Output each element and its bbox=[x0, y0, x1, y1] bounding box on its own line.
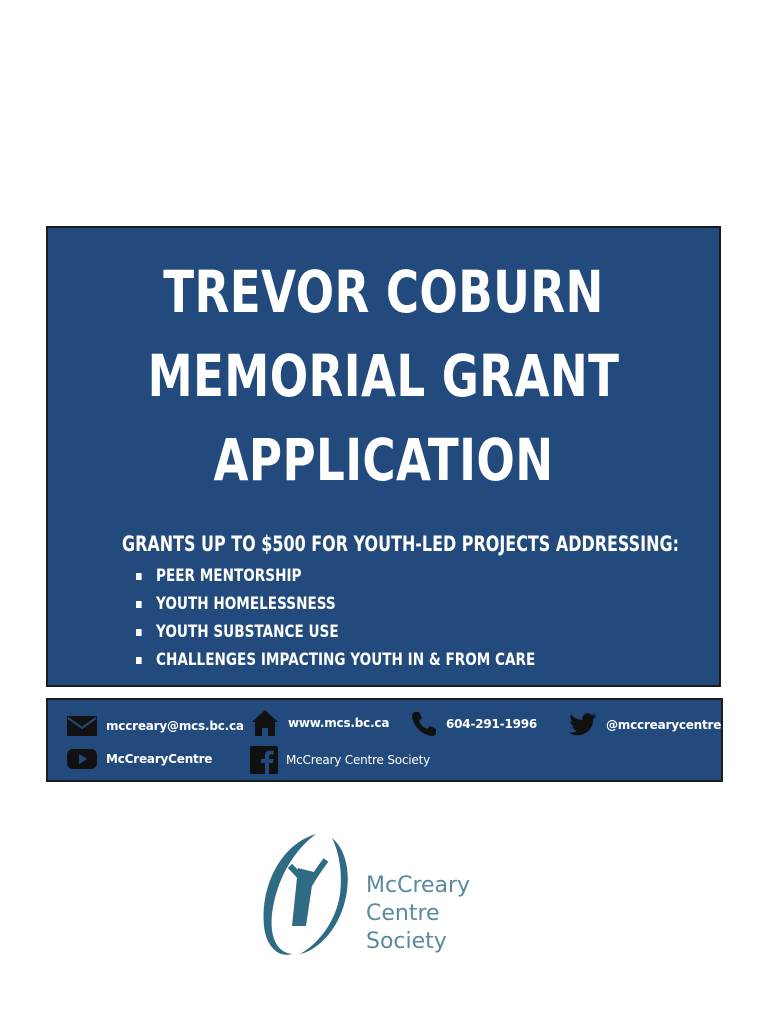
document-title bbox=[122, 250, 645, 502]
title-line-3: APPLICATION bbox=[213, 426, 554, 494]
focus-area-label: YOUTH HOMELESSNESS bbox=[156, 594, 336, 614]
focus-area-label: YOUTH SUBSTANCE USE bbox=[156, 622, 339, 642]
title-banner bbox=[46, 226, 721, 687]
bullet-icon bbox=[136, 657, 142, 664]
mccreary-logo bbox=[256, 826, 526, 962]
focus-area-list bbox=[136, 562, 635, 674]
list-item bbox=[136, 646, 535, 674]
email-contact[interactable] bbox=[66, 714, 244, 738]
list-item bbox=[136, 618, 535, 646]
focus-area-label: PEER MENTORSHIP bbox=[156, 566, 302, 586]
list-item bbox=[136, 562, 535, 590]
bullet-icon bbox=[136, 629, 142, 636]
youtube-contact[interactable] bbox=[66, 748, 212, 770]
website-link[interactable]: www.mcs.bc.ca bbox=[288, 716, 390, 730]
home-icon bbox=[250, 708, 280, 738]
logo-wordmark bbox=[366, 872, 526, 956]
facebook-contact[interactable] bbox=[250, 746, 430, 774]
grants-heading: GRANTS UP TO $500 FOR YOUTH-LED PROJECTS ADDRESSING: bbox=[122, 532, 679, 556]
title-line-2: MEMORIAL GRANT bbox=[147, 342, 620, 410]
focus-area-label: CHALLENGES IMPACTING YOUTH IN & FROM CARE bbox=[156, 650, 536, 670]
youtube-icon bbox=[66, 748, 98, 770]
twitter-handle[interactable]: @mccrearycentre bbox=[606, 718, 722, 732]
twitter-icon bbox=[566, 712, 598, 738]
phone-number[interactable]: 604-291-1996 bbox=[446, 717, 538, 731]
logo-name-line-2: Centre Society bbox=[366, 901, 447, 954]
email-link[interactable]: mccreary@mcs.bc.ca bbox=[106, 719, 244, 733]
title-line-1: TREVOR COBURN bbox=[163, 258, 604, 326]
list-item bbox=[136, 590, 535, 618]
twitter-contact[interactable] bbox=[566, 712, 721, 738]
facebook-icon bbox=[250, 746, 278, 774]
logo-name-line-1: McCreary bbox=[366, 873, 471, 898]
youtube-channel[interactable]: McCrearyCentre bbox=[106, 752, 213, 766]
facebook-page[interactable]: McCreary Centre Society bbox=[286, 753, 431, 767]
contact-bar bbox=[46, 698, 723, 782]
phone-contact[interactable] bbox=[410, 710, 537, 738]
website-contact[interactable] bbox=[250, 708, 389, 738]
phone-icon bbox=[410, 710, 438, 738]
envelope-icon bbox=[66, 714, 98, 738]
bullet-icon bbox=[136, 601, 142, 608]
bullet-icon bbox=[136, 573, 142, 580]
